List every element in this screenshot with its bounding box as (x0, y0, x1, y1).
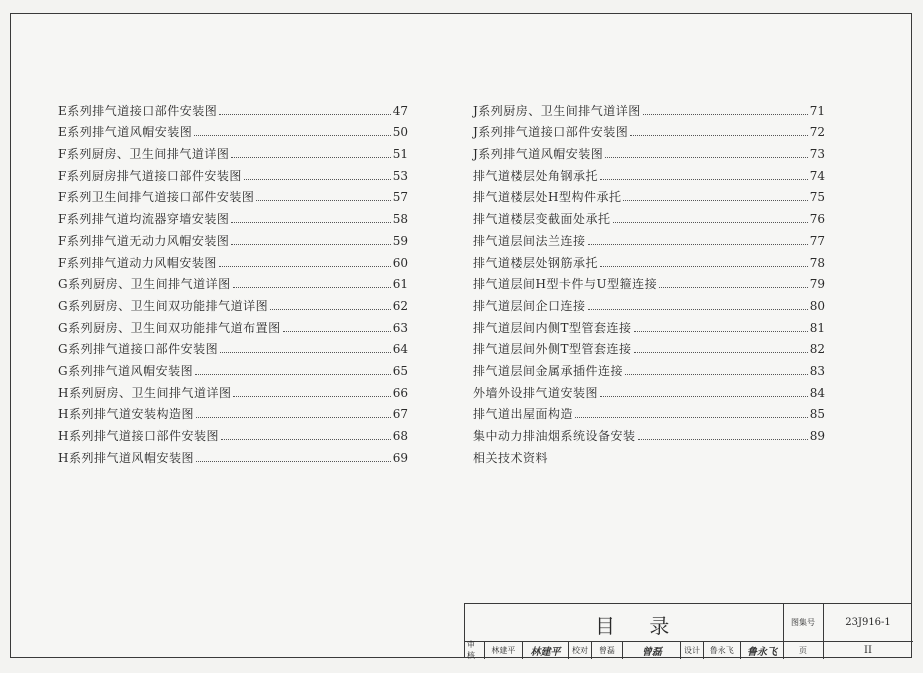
leader-dots (283, 331, 391, 332)
toc-entry-title: G系列厨房、卫生间双功能排气道布置图 (58, 320, 281, 335)
toc-entry-page: 76 (809, 212, 825, 227)
toc-entry (473, 139, 825, 161)
toc-entry-page: 61 (392, 277, 408, 292)
toc-entry-page: 81 (809, 320, 825, 335)
toc-entry-page: 69 (392, 450, 408, 465)
toc-entry-title: 排气道层间企口连接 (473, 298, 586, 313)
leader-dots (219, 266, 391, 267)
toc-entry-page: 73 (809, 147, 825, 162)
toc-entry (58, 313, 408, 335)
toc-entry (58, 118, 408, 140)
leader-dots (196, 461, 391, 462)
checker-name: 曾磊 (592, 641, 624, 659)
toc-entry (473, 161, 825, 183)
toc-entry (473, 400, 825, 422)
toc-entry-page: 75 (809, 190, 825, 205)
leader-dots (231, 157, 390, 158)
toc-entry-page: 59 (392, 233, 408, 248)
toc-entry-title: G系列排气道接口部件安装图 (58, 342, 219, 357)
check-label: 校对 (569, 641, 591, 659)
title-block (464, 603, 912, 658)
toc-entry (473, 313, 825, 335)
leader-dots (231, 244, 390, 245)
toc-entry-page: 79 (809, 277, 825, 292)
toc-entry-title: G系列厨房、卫生间排气道详图 (58, 277, 231, 292)
leader-dots (659, 287, 808, 288)
leader-dots (270, 309, 391, 310)
leader-dots (233, 287, 391, 288)
leader-dots (613, 222, 808, 223)
reviewer-name: 林建平 (485, 641, 522, 659)
toc-entry-title: 排气道楼层处角钢承托 (473, 168, 599, 183)
page-number: II (864, 644, 872, 656)
toc-entry-page: 64 (392, 342, 408, 357)
toc-entry-page: 57 (392, 190, 408, 205)
page-title: 目 录 (595, 614, 684, 638)
toc-entry (58, 421, 408, 443)
leader-dots (630, 135, 807, 136)
leader-dots (600, 266, 808, 267)
toc-entry-title: H系列排气道安装构造图 (58, 407, 194, 422)
toc-entry (473, 335, 825, 357)
toc-entry-page: 78 (809, 255, 825, 270)
toc-entry (58, 96, 408, 118)
toc-entry-title: 集中动力排油烟系统设备安装 (473, 429, 636, 443)
toc-entry (473, 421, 825, 443)
toc-entry-title: E系列排气道接口部件安装图 (58, 103, 218, 118)
leader-dots (231, 222, 390, 223)
toc-entry-title: 排气道楼层处钢筋承托 (473, 255, 599, 270)
toc-entry-title: 排气道层间金属承插件连接 (473, 363, 624, 378)
toc-entry (473, 96, 825, 118)
atlas-no-value: 23J916-1 (823, 604, 913, 642)
toc-entry (58, 443, 408, 465)
signature-row (465, 641, 784, 659)
toc-entry-title: H系列厨房、卫生间排气道详图 (58, 385, 232, 400)
toc-entry-page: 66 (392, 385, 408, 400)
toc-entry-page: 53 (392, 168, 408, 183)
toc-entry (58, 400, 408, 422)
atlas-no-label: 图集号 (783, 604, 824, 642)
reviewer-signature: 林建平 (523, 641, 570, 659)
toc-entry (58, 139, 408, 161)
toc-entry-page: 50 (392, 125, 408, 140)
toc-entry-title: F系列排气道无动力风帽安装图 (58, 233, 230, 248)
toc-right-column (473, 96, 825, 465)
designer-signature: 鲁永飞 (746, 646, 777, 658)
toc-entry-title: G系列排气道风帽安装图 (58, 363, 194, 378)
toc-entry-page: 58 (392, 212, 408, 227)
leader-dots (588, 309, 808, 310)
review-label: 审核 (465, 641, 485, 659)
toc-entry-page: 51 (392, 147, 408, 162)
toc-entry-page: 80 (809, 298, 825, 313)
leader-dots (195, 374, 391, 375)
toc-entry (473, 356, 825, 378)
leader-dots (220, 352, 391, 353)
leader-dots (605, 157, 807, 158)
leader-dots (575, 417, 808, 418)
toc-entry-title: 排气道楼层变截面处承托 (473, 212, 611, 227)
toc-entry-title: 排气道楼层处H型构件承托 (473, 190, 622, 205)
toc-entry-page: 47 (392, 103, 408, 118)
toc-entry-page: 60 (392, 255, 408, 270)
toc-entry (58, 335, 408, 357)
leader-dots (623, 200, 807, 201)
toc-entry-title: 相关技术资料 (473, 450, 549, 465)
toc-left-column (58, 96, 408, 465)
toc-entry-title: J系列厨房、卫生间排气道详图 (473, 103, 641, 118)
toc-entry (58, 356, 408, 378)
toc-entry-page: 83 (809, 363, 825, 378)
toc-entry-title: J系列排气道风帽安装图 (473, 147, 604, 162)
toc-entry-page: 84 (809, 385, 825, 400)
toc-entry-title: H系列排气道风帽安装图 (58, 450, 194, 465)
toc-entry-title: F系列厨房、卫生间排气道详图 (58, 147, 230, 162)
toc-entry-page: 65 (392, 363, 408, 378)
leader-dots (221, 439, 391, 440)
leader-dots (196, 417, 391, 418)
toc-entry (473, 118, 825, 140)
toc-entry-page: 71 (809, 103, 825, 118)
toc-entry-page: 67 (392, 407, 408, 422)
leader-dots (588, 244, 808, 245)
leader-dots (244, 179, 391, 180)
toc-entry-title: F系列排气道动力风帽安装图 (58, 255, 217, 270)
leader-dots (638, 439, 808, 440)
toc-entry-page: 89 (809, 429, 825, 443)
leader-dots (256, 200, 390, 201)
toc-entry-title: F系列卫生间排气道接口部件安装图 (58, 190, 255, 205)
checker-signature: 曾磊 (623, 641, 681, 659)
toc-entry-page: 85 (809, 407, 825, 422)
toc-entry-title: F系列厨房排气道接口部件安装图 (58, 168, 242, 183)
toc-entry-page: 82 (809, 342, 825, 357)
leader-dots (600, 179, 808, 180)
toc-entry-title: 排气道层间内侧T型管套连接 (473, 320, 632, 335)
toc-entry (58, 378, 408, 400)
toc-entry (473, 378, 825, 400)
toc-entry-page: 77 (809, 233, 825, 248)
leader-dots (625, 374, 808, 375)
toc-entry-title: G系列厨房、卫生间双功能排气道详图 (58, 298, 269, 313)
toc-entry (473, 270, 825, 292)
leader-dots (643, 114, 808, 115)
toc-entry-title: 排气道层间法兰连接 (473, 233, 586, 248)
leader-dots (634, 352, 808, 353)
toc-entry-page: 62 (392, 298, 408, 313)
toc-entry (473, 226, 825, 248)
design-label: 设计 (681, 641, 703, 659)
leader-dots (233, 396, 390, 397)
toc-entry (473, 183, 825, 205)
leader-dots (600, 396, 808, 397)
toc-entry-page: 68 (392, 429, 408, 443)
toc-entry-title: F系列排气道均流器穿墙安装图 (58, 212, 230, 227)
toc-entry (58, 204, 408, 226)
toc-entry-title: H系列排气道接口部件安装图 (58, 429, 219, 443)
page-label: 页 (783, 641, 824, 659)
toc-entry-title: E系列排气道风帽安装图 (58, 125, 193, 140)
toc-entry-title: 排气道出屋面构造 (473, 407, 574, 422)
toc-entry (58, 161, 408, 183)
toc-entry-title: 外墙外设排气道安装图 (473, 385, 599, 400)
toc-entry-title: 排气道层间H型卡件与U型箍连接 (473, 277, 658, 292)
toc-entry-page: 63 (392, 320, 408, 335)
toc-entry-title: 排气道层间外侧T型管套连接 (473, 342, 632, 357)
toc-entry (58, 183, 408, 205)
toc-entry (58, 226, 408, 248)
toc-entry (58, 291, 408, 313)
toc-entry (473, 248, 825, 270)
toc-entry (58, 248, 408, 270)
toc-entry-page: 72 (809, 125, 825, 140)
toc-entry (473, 204, 825, 226)
leader-dots (219, 114, 390, 115)
leader-dots (194, 135, 390, 136)
title-block-main (465, 604, 784, 642)
designer-name: 鲁永飞 (704, 641, 741, 659)
toc-entry (58, 270, 408, 292)
toc-entry (473, 291, 825, 313)
toc-entry-title: J系列排气道接口部件安装图 (473, 125, 629, 140)
leader-dots (634, 331, 808, 332)
toc-entry-page: 74 (809, 168, 825, 183)
toc-entry (473, 443, 825, 465)
